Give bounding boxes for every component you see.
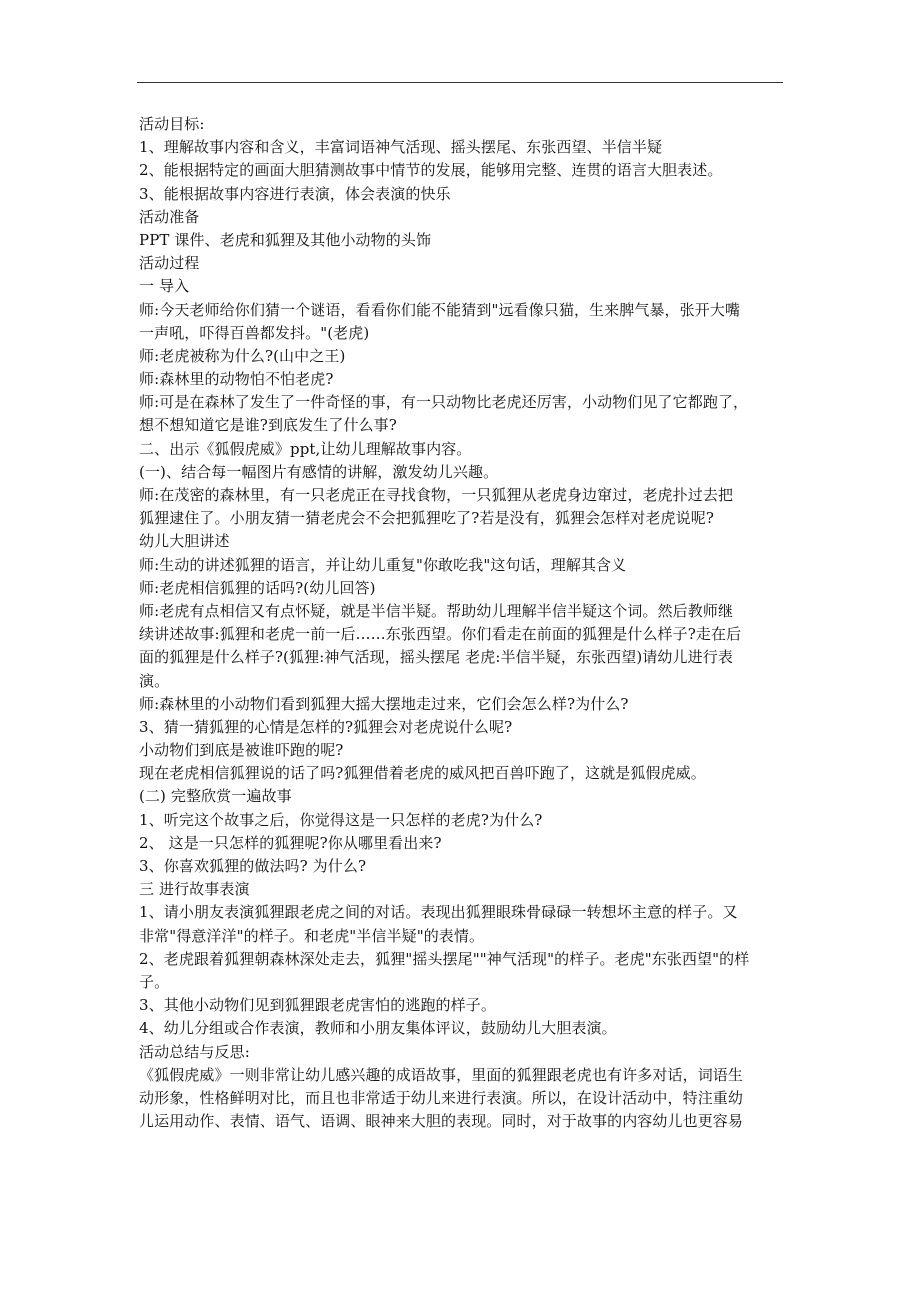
text-line: 4、幼儿分组或合作表演，教师和小朋友集体评议，鼓励幼儿大胆表演。: [139, 1019, 617, 1038]
text-line: 现在老虎相信狐狸说的话了吗?狐狸借着老虎的威风把百兽吓跑了，这就是狐假虎威。: [139, 764, 706, 783]
text-line: 子。: [139, 972, 170, 991]
text-line: 师:老虎被称为什么?(山中之王): [139, 346, 346, 365]
text-line: 狐狸逮住了。小朋友猜一猜老虎会不会把狐狸吃了?若是没有，狐狸会怎样对老虎说呢?: [139, 509, 714, 528]
text-line: 1、听完这个故事之后，你觉得这是一只怎样的老虎?为什么?: [139, 810, 543, 829]
text-line: 2、能根据特定的画面大胆猜测故事中情节的发展，能够用完整、连贯的语言大胆表述。: [139, 161, 723, 180]
text-line: 小动物们到底是被谁吓跑的呢?: [139, 741, 344, 760]
text-line: 演。: [139, 671, 170, 690]
text-line: PPT 课件、老虎和狐狸及其他小动物的头饰: [139, 230, 432, 249]
text-line: 二、出示《狐假虎威》ppt,让幼儿理解故事内容。: [139, 439, 472, 458]
text-line: 活动准备: [139, 207, 200, 226]
text-line: 1、理解故事内容和含义，丰富词语神气活现、摇头摆尾、东张西望、半信半疑: [139, 138, 663, 157]
text-line: 想不想知道它是谁?到底发生了什么事?: [139, 416, 397, 435]
text-line: 面的狐狸是什么样子?(狐狸:神气活现，摇头摆尾 老虎:半信半疑，东张西望)请幼儿进行表: [139, 648, 733, 667]
text-line: 一声吼，吓得百兽都发抖。"(老虎): [139, 323, 370, 342]
text-line: 1、请小朋友表演狐狸跟老虎之间的对话。表现出狐狸眼珠骨碌碌一转想坏主意的样子。又: [139, 903, 738, 922]
text-line: 活动过程: [139, 254, 200, 273]
text-line: (一)、结合每一幅图片有感情的讲解，激发幼儿兴趣。: [139, 462, 499, 481]
text-line: 《狐假虎威》一则非常让幼儿感兴趣的成语故事，里面的狐狸跟老虎也有许多对话，词语生: [139, 1065, 744, 1084]
text-line: 动形象，性格鲜明对比，而且也非常适于幼儿来进行表演。所以，在设计活动中，特注重幼: [139, 1088, 744, 1107]
text-line: 续讲述故事:狐狸和老虎一前一后……东张西望。你们看走在前面的狐狸是什么样子?走在后: [139, 625, 742, 644]
text-line: 师:生动的讲述狐狸的语言，并让幼儿重复"你敢吃我"这句话，理解其含义: [139, 555, 627, 574]
text-line: 3、能根据故事内容进行表演，体会表演的快乐: [139, 184, 451, 203]
text-line: 幼儿大胆讲述: [139, 532, 230, 551]
text-line: 非常"得意洋洋"的样子。和老虎"半信半疑"的表情。: [139, 926, 485, 945]
text-line: 一 导入: [139, 277, 190, 296]
text-line: 儿运用动作、表情、语气、语调、眼神来大胆的表现。同时，对于故事的内容幼儿也更容易: [139, 1112, 744, 1131]
text-line: 活动总结与反思:: [139, 1042, 250, 1061]
text-line: 三 进行故事表演: [139, 880, 250, 899]
text-line: 3、其他小动物们见到狐狸跟老虎害怕的逃跑的样子。: [139, 996, 496, 1015]
text-line: 2、老虎跟着狐狸朝森林深处走去，狐狸"摇头摆尾""神气活现"的样子。老虎"东张西望"的样: [139, 949, 750, 968]
text-line: 3、猜一猜狐狸的心情是怎样的?狐狸会对老虎说什么呢?: [139, 717, 513, 736]
text-line: 3、你喜欢狐狸的做法吗? 为什么?: [139, 857, 367, 875]
text-line: 师:在茂密的森林里，有一只老虎正在寻找食物，一只狐狸从老虎身边窜过，老虎扑过去把: [139, 486, 734, 504]
text-line: 师:森林里的动物怕不怕老虎?: [139, 370, 334, 389]
header-rule: [137, 82, 783, 83]
document-body: [139, 113, 789, 1133]
text-line: 师:老虎有点相信又有点怀疑，就是半信半疑。帮助幼儿理解半信半疑这个词。然后教师继: [139, 601, 734, 620]
text-line: 活动目标:: [139, 115, 205, 133]
text-line: 师:今天老师给你们猜一个谜语，看看你们能不能猜到"远看像只猫，生来脾气暴，张开大嘴: [139, 300, 741, 319]
text-line: (二) 完整欣赏一遍故事: [139, 787, 292, 806]
text-line: 师:森林里的小动物们看到狐狸大摇大摆地走过来，它们会怎么样?为什么?: [139, 694, 629, 713]
text-line: 2、 这是一只怎样的狐狸呢?你从哪里看出来?: [139, 833, 442, 852]
text-line: 师:老虎相信狐狸的话吗?(幼儿回答): [139, 578, 376, 597]
text-line: 师:可是在森林了发生了一件奇怪的事，有一只动物比老虎还厉害，小动物们见了它都跑了，: [139, 393, 749, 412]
